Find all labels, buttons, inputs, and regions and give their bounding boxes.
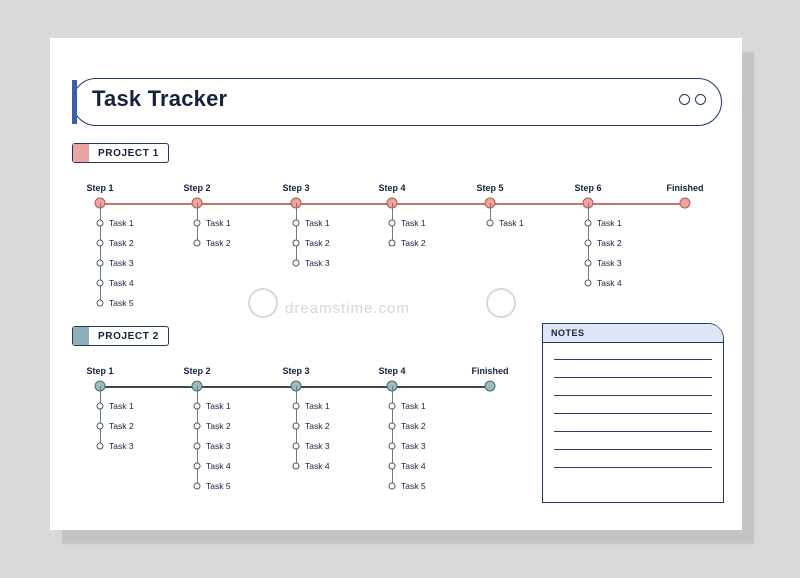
notes-lines[interactable] <box>543 343 723 468</box>
task-node[interactable] <box>194 240 201 247</box>
task-label: Task 1 <box>401 401 426 411</box>
task-label: Task 3 <box>305 441 330 451</box>
task-label: Task 2 <box>305 421 330 431</box>
notes-header <box>543 324 723 343</box>
step-label: Step 2 <box>183 183 211 193</box>
task-branch-line <box>392 386 393 486</box>
project-1-color-swatch <box>73 144 89 162</box>
task-node[interactable] <box>585 220 592 227</box>
task-label: Task 3 <box>401 441 426 451</box>
task-label: Task 4 <box>401 461 426 471</box>
project-1-chip[interactable] <box>72 143 169 163</box>
step-label: Step 3 <box>282 183 310 193</box>
task-node[interactable] <box>97 280 104 287</box>
task-node[interactable] <box>389 403 396 410</box>
task-node[interactable] <box>293 260 300 267</box>
task-node[interactable] <box>585 260 592 267</box>
note-line[interactable] <box>554 449 712 450</box>
watermark-shape <box>486 288 516 318</box>
note-line[interactable] <box>554 467 712 468</box>
task-label: Task 3 <box>305 258 330 268</box>
title-dots <box>679 94 706 105</box>
note-line[interactable] <box>554 395 712 396</box>
infographic-page <box>50 38 742 530</box>
step-label: Step 4 <box>378 366 406 376</box>
task-node[interactable] <box>194 220 201 227</box>
task-node[interactable] <box>487 220 494 227</box>
task-node[interactable] <box>389 463 396 470</box>
project-2-chip[interactable] <box>72 326 169 346</box>
project-2-label: PROJECT 2 <box>98 330 159 342</box>
page-title: Task Tracker <box>92 86 228 111</box>
task-node[interactable] <box>389 240 396 247</box>
task-label: Task 3 <box>109 258 134 268</box>
task-node[interactable] <box>585 280 592 287</box>
step-label: Step 5 <box>476 183 504 193</box>
task-node[interactable] <box>97 403 104 410</box>
task-node[interactable] <box>97 423 104 430</box>
task-label: Task 5 <box>206 481 231 491</box>
task-node[interactable] <box>293 240 300 247</box>
task-label: Task 1 <box>109 218 134 228</box>
task-node[interactable] <box>389 483 396 490</box>
task-label: Task 1 <box>206 218 231 228</box>
note-line[interactable] <box>554 359 712 360</box>
task-label: Task 1 <box>305 218 330 228</box>
task-node[interactable] <box>194 423 201 430</box>
task-node[interactable] <box>389 443 396 450</box>
task-node[interactable] <box>293 220 300 227</box>
task-label: Task 4 <box>109 278 134 288</box>
watermark-text: dreamstime.com <box>285 300 410 317</box>
task-label: Task 2 <box>206 238 231 248</box>
task-label: Task 1 <box>597 218 622 228</box>
task-node[interactable] <box>97 240 104 247</box>
task-node[interactable] <box>194 483 201 490</box>
step-label: Finished <box>471 366 509 376</box>
task-label: Task 3 <box>597 258 622 268</box>
task-node[interactable] <box>97 220 104 227</box>
title-accent-bar <box>72 80 77 124</box>
step-label: Step 4 <box>378 183 406 193</box>
milestone-node[interactable] <box>485 381 496 392</box>
task-branch-line <box>100 386 101 446</box>
step-label: Step 3 <box>282 366 310 376</box>
task-label: Task 1 <box>109 401 134 411</box>
task-label: Task 2 <box>109 421 134 431</box>
step-label: Step 1 <box>86 366 114 376</box>
task-label: Task 4 <box>206 461 231 471</box>
note-line[interactable] <box>554 377 712 378</box>
note-line[interactable] <box>554 413 712 414</box>
task-node[interactable] <box>194 403 201 410</box>
task-label: Task 3 <box>109 441 134 451</box>
task-label: Task 1 <box>499 218 524 228</box>
task-label: Task 2 <box>206 421 231 431</box>
watermark-shape <box>248 288 278 318</box>
task-label: Task 5 <box>109 298 134 308</box>
task-branch-line <box>197 386 198 486</box>
step-label: Step 1 <box>86 183 114 193</box>
task-branch-line <box>296 203 297 263</box>
task-label: Task 5 <box>401 481 426 491</box>
task-label: Task 4 <box>305 461 330 471</box>
task-label: Task 2 <box>401 421 426 431</box>
task-label: Task 1 <box>305 401 330 411</box>
task-node[interactable] <box>194 443 201 450</box>
notes-panel <box>542 323 724 503</box>
task-branch-line <box>100 203 101 303</box>
notes-title: NOTES <box>551 328 585 338</box>
task-node[interactable] <box>293 423 300 430</box>
circle-icon <box>679 94 690 105</box>
task-label: Task 1 <box>401 218 426 228</box>
task-label: Task 2 <box>109 238 134 248</box>
project-1-label: PROJECT 1 <box>98 147 159 159</box>
task-label: Task 2 <box>597 238 622 248</box>
task-node[interactable] <box>389 220 396 227</box>
project-2-color-swatch <box>73 327 89 345</box>
circle-icon <box>695 94 706 105</box>
milestone-node[interactable] <box>680 198 691 209</box>
task-node[interactable] <box>293 463 300 470</box>
task-label: Task 2 <box>401 238 426 248</box>
task-label: Task 4 <box>597 278 622 288</box>
step-label: Step 6 <box>574 183 602 193</box>
task-node[interactable] <box>389 423 396 430</box>
task-label: Task 2 <box>305 238 330 248</box>
note-line[interactable] <box>554 431 712 432</box>
task-node[interactable] <box>194 463 201 470</box>
task-node[interactable] <box>293 443 300 450</box>
task-label: Task 1 <box>206 401 231 411</box>
task-node[interactable] <box>293 403 300 410</box>
task-label: Task 3 <box>206 441 231 451</box>
step-label: Finished <box>666 183 704 193</box>
step-label: Step 2 <box>183 366 211 376</box>
task-node[interactable] <box>97 260 104 267</box>
task-node[interactable] <box>585 240 592 247</box>
task-node[interactable] <box>97 443 104 450</box>
task-node[interactable] <box>97 300 104 307</box>
